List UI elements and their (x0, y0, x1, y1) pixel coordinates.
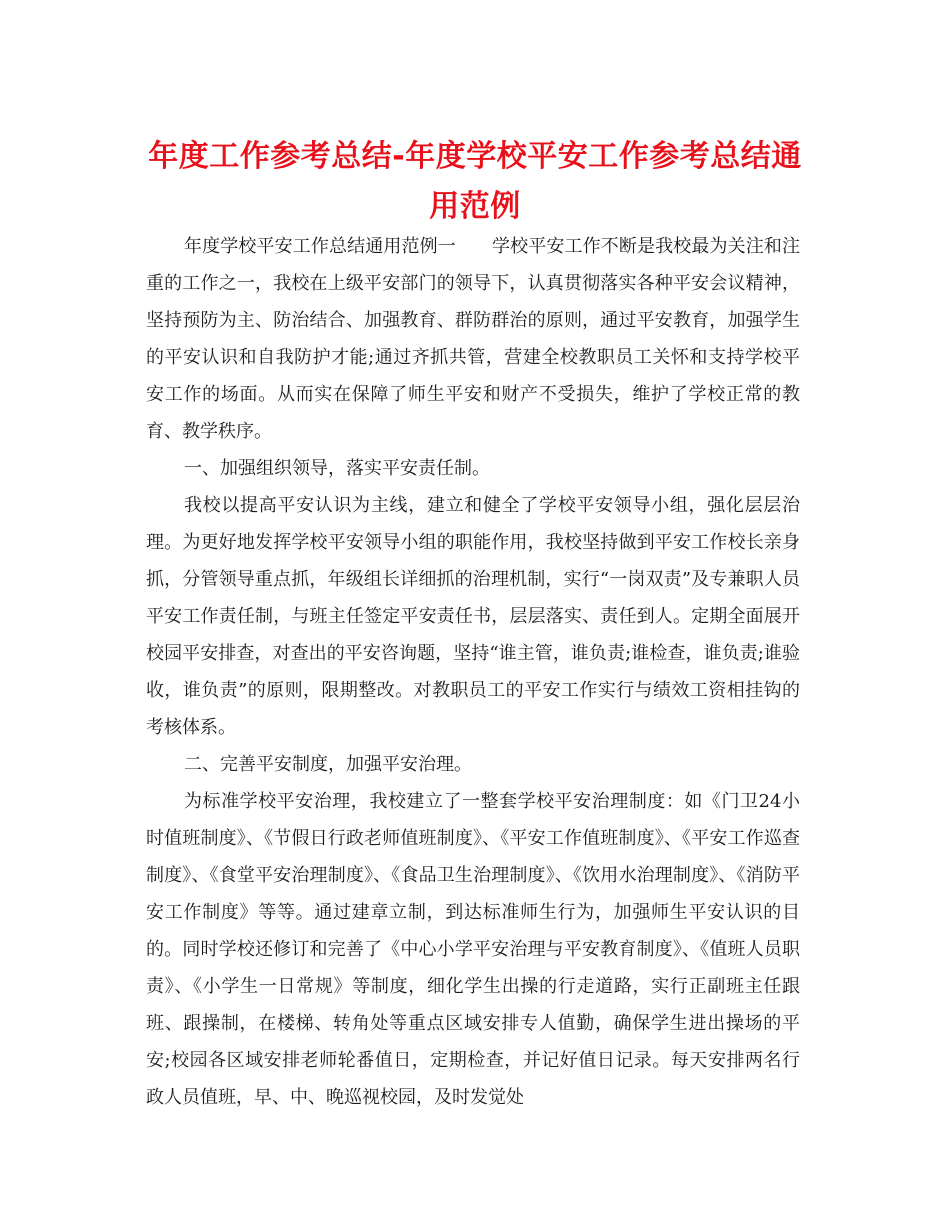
section-heading-1: 一、加强组织领导，落实平安责任制。 (184, 458, 490, 479)
paragraph-intro: 年度学校平安工作总结通用范例一 学校平安工作不断是我校最为关注和注重的工作之一，我校在上级平安部门的领导下，认真贯彻落实各种平安会议精神，坚持预防为主、防治结合、加强教育、群防群治的原则，通过平安教育，加强学生的平安认识和自我防护才能;通过齐抓共管，营建全校教职员工关怀和支持学校平安工作的场面。从而实在保障了师生平安和财产不受损失，维护了学校正常的教育、教学秩序。 (146, 236, 800, 442)
section-heading-2: 二、完善平安制度，加强平安治理。 (184, 754, 472, 775)
document-title: 年度工作参考总结-年度学校平安工作参考总结通用范例 (148, 139, 802, 224)
paragraph-section-2: 为标准学校平安治理，我校建立了一整套学校平安治理制度：如《门卫24小时值班制度》、《节假日行政老师值班制度》、《平安工作值班制度》、《平安工作巡查制度》、《食堂平安治理制度》、《食品卫生治理制度》、《饮用水治理制度》、《消防平安工作制度》等等。通过建章立制，到达标准师生行为，加强师生平安认识的目的。同时学校还修订和完善了《中心小学平安治理与平安教育制度》、《值班人员职责》、《小学生一日常规》等制度，细化学生出操的行走道路，实行正副班主任跟班、跟操制，在楼梯、转角处等重点区域安排专人值勤，确保学生进出操场的平安;校园各区域安排老师轮番值日，定期检查，并记好值日记录。每天安排两名行政人员值班，早、中、晚巡视校园，及时发觉处 (146, 791, 800, 1108)
paragraph-section-1: 我校以提高平安认识为主线，建立和健全了学校平安领导小组，强化层层治理。为更好地发挥学校平安领导小组的职能作用，我校坚持做到平安工作校长亲身抓，分管领导重点抓，年级组长详细抓的治理机制，实行“一岗双责”及专兼职人员平安工作责任制，与班主任签定平安责任书，层层落实、责任到人。定期全面展开校园平安排查，对查出的平安咨询题，坚持“谁主管，谁负责;谁检查，谁负责;谁验收，谁负责”的原则，限期整改。对教职员工的平安工作实行与绩效工资相挂钩的考核体系。 (146, 495, 800, 738)
document-body (146, 228, 800, 1116)
